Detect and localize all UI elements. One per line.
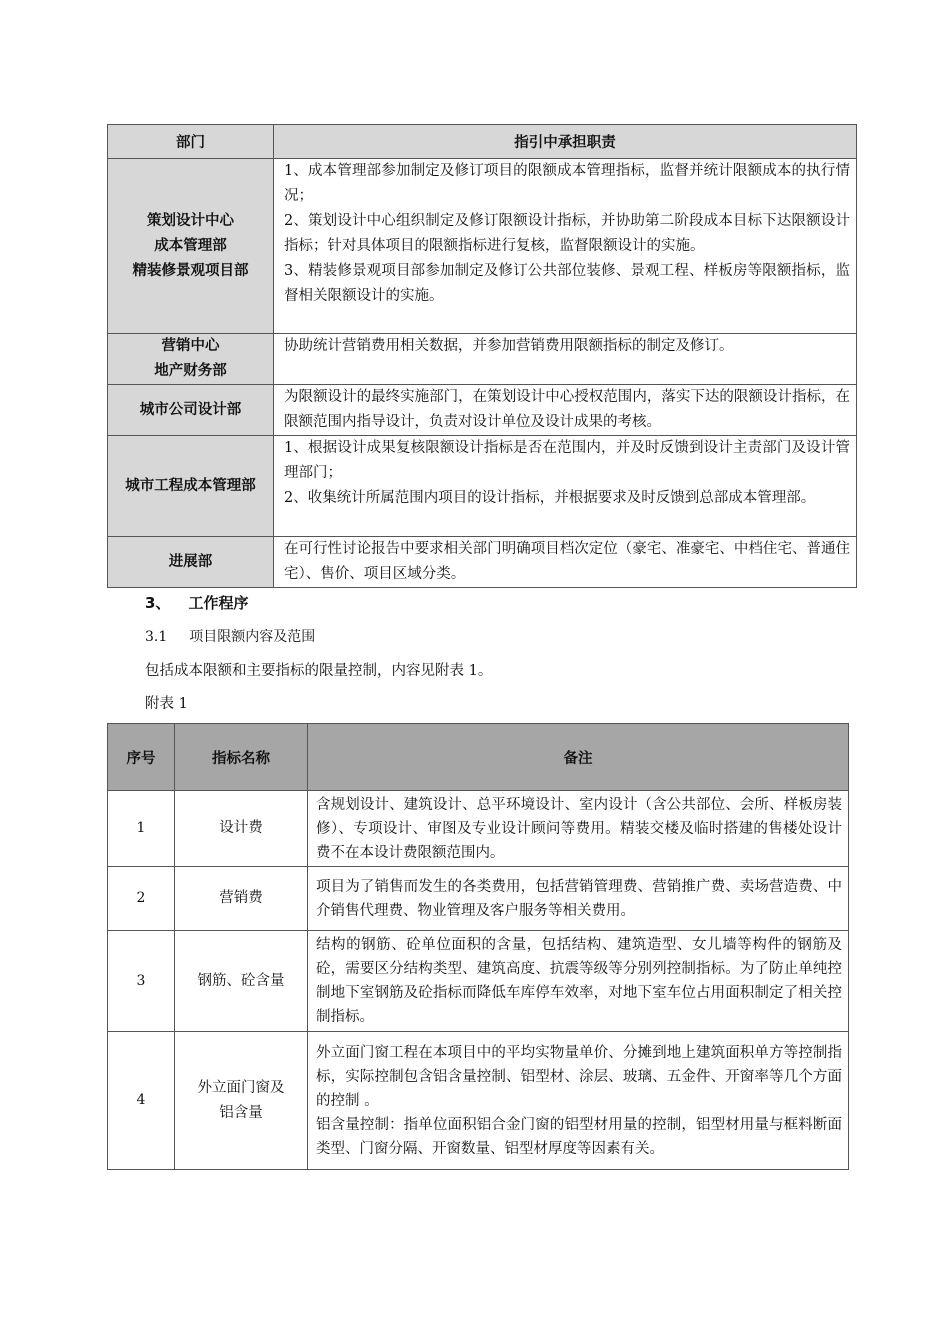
table-row bbox=[108, 334, 857, 385]
table-row bbox=[108, 537, 857, 588]
dept-cell bbox=[108, 537, 274, 588]
table-row bbox=[108, 931, 849, 1032]
note-paragraph: 含规划设计、建筑设计、总平环境设计、室内设计（含公共部位、会所、样板房装修）、专项设计、审图及专业设计顾问等费用。精装交楼及临时搭建的售楼处设计费不在本设计费限额范围内。 bbox=[316, 796, 842, 861]
note-paragraph: 铝含量控制：指单位面积铝合金门窗的铝型材用量的控制，铝型材用量与框料断面类型、门窗分隔、开窗数量、铝型材厚度等因素有关。 bbox=[316, 1116, 842, 1157]
note-cell bbox=[308, 867, 849, 931]
subsection-title: 项目限额内容及范围 bbox=[189, 629, 316, 645]
row-number: 4 bbox=[108, 1032, 175, 1170]
duty-paragraph: 1、根据设计成果复核限额设计指标是否在范围内，并及时反馈到设计主责部门及设计管理部门； bbox=[284, 440, 850, 481]
row-number: 1 bbox=[108, 791, 175, 867]
note-paragraph: 结构的钢筋、砼单位面积的含量，包括结构、建筑造型、女儿墙等构件的钢筋及砼，需要区分结构类型、建筑高度、抗震等级等分别列控制指标。为了防止单纯控制地下室钢筋及砼指标而降低车库停车效率，对地下室车位占用面积制定了相关控制指标。 bbox=[316, 937, 842, 1025]
dept-cell bbox=[108, 334, 274, 385]
subsection-heading bbox=[145, 626, 315, 646]
dept-cell bbox=[108, 159, 274, 334]
dept-line: 城市公司设计部 bbox=[139, 401, 242, 418]
header-no: 序号 bbox=[108, 724, 175, 791]
subsection-number: 3.1 bbox=[145, 629, 168, 645]
indicator-name bbox=[175, 791, 308, 867]
table-row bbox=[108, 867, 849, 931]
note-paragraph: 外立面门窗工程在本项目中的平均实物量单价、分摊到地上建筑面积单方等控制指标，实际控制包含铝含量控制、铝型材、涂层、玻璃、五金件、开窗率等几个方面的控制 。 bbox=[316, 1044, 842, 1109]
row-number: 2 bbox=[108, 867, 175, 931]
duty-paragraph: 在可行性讨论报告中要求相关部门明确项目档次定位（豪宅、准豪宅、中档住宅、普通住宅）、售价、项目区域分类。 bbox=[284, 541, 850, 582]
dept-cell bbox=[108, 436, 274, 537]
name-line: 外立面门窗及 bbox=[197, 1079, 285, 1096]
row-number: 3 bbox=[108, 931, 175, 1032]
section-title: 工作程序 bbox=[188, 594, 249, 612]
responsibility-table bbox=[107, 124, 857, 588]
name-line: 营销费 bbox=[219, 890, 263, 906]
section-heading bbox=[145, 592, 248, 613]
name-line: 钢筋、砼含量 bbox=[197, 972, 285, 989]
duty-cell bbox=[274, 385, 857, 436]
table-header-row bbox=[108, 724, 849, 791]
note-cell bbox=[308, 791, 849, 867]
header-dept: 部门 bbox=[108, 125, 274, 159]
note-cell bbox=[308, 1032, 849, 1170]
body-paragraph: 包括成本限额和主要指标的限量控制，内容见附表 1。 bbox=[145, 663, 493, 679]
table-caption: 附表 1 bbox=[145, 696, 188, 712]
dept-line: 成本管理部 bbox=[154, 237, 227, 254]
duty-cell bbox=[274, 334, 857, 385]
duty-paragraph: 1、成本管理部参加制定及修订项目的限额成本管理指标，监督并统计限额成本的执行情况； bbox=[284, 163, 850, 204]
dept-line: 营销中心 bbox=[161, 338, 220, 354]
dept-line: 精装修景观项目部 bbox=[132, 262, 249, 279]
dept-line: 进展部 bbox=[168, 553, 213, 570]
duty-paragraph: 为限额设计的最终实施部门，在策划设计中心授权范围内，落实下达的限额设计指标，在限额范围内指导设计，负责对设计单位及设计成果的考核。 bbox=[284, 389, 850, 430]
table-row bbox=[108, 385, 857, 436]
table-row bbox=[108, 436, 857, 537]
table-row bbox=[108, 791, 849, 867]
name-line: 铝含量 bbox=[219, 1104, 263, 1121]
note-paragraph: 项目为了销售而发生的各类费用，包括营销管理费、营销推广费、卖场营造费、中介销售代理费、物业管理及客户服务等相关费用。 bbox=[316, 878, 842, 919]
dept-line: 地产财务部 bbox=[154, 363, 227, 379]
duty-paragraph: 2、收集统计所属范围内项目的设计指标，并根据要求及时反馈到总部成本管理部。 bbox=[284, 490, 816, 506]
header-note: 备注 bbox=[308, 724, 849, 791]
table-header-row bbox=[108, 125, 857, 159]
table-row bbox=[108, 159, 857, 334]
indicator-name bbox=[175, 931, 308, 1032]
header-duty: 指引中承担职责 bbox=[274, 125, 857, 159]
dept-line: 策划设计中心 bbox=[147, 212, 234, 229]
duty-cell bbox=[274, 537, 857, 588]
name-line: 设计费 bbox=[219, 820, 263, 836]
duty-paragraph: 3、精装修景观项目部参加制定及修订公共部位装修、景观工程、样板房等限额指标，监督相关限额设计的实施。 bbox=[284, 263, 850, 304]
dept-line: 城市工程成本管理部 bbox=[125, 477, 256, 494]
appendix-table bbox=[107, 723, 849, 1170]
dept-cell bbox=[108, 385, 274, 436]
duty-cell bbox=[274, 159, 857, 334]
section-number: 3、 bbox=[145, 594, 171, 612]
note-cell bbox=[308, 931, 849, 1032]
indicator-name bbox=[175, 1032, 308, 1170]
indicator-name bbox=[175, 867, 308, 931]
table-row bbox=[108, 1032, 849, 1170]
header-name: 指标名称 bbox=[175, 724, 308, 791]
duty-cell bbox=[274, 436, 857, 537]
duty-paragraph: 2、策划设计中心组织制定及修订限额设计指标，并协助第二阶段成本目标下达限额设计指标；针对具体项目的限额指标进行复核，监督限额设计的实施。 bbox=[284, 213, 850, 254]
duty-paragraph: 协助统计营销费用相关数据，并参加营销费用限额指标的制定及修订。 bbox=[284, 338, 734, 354]
